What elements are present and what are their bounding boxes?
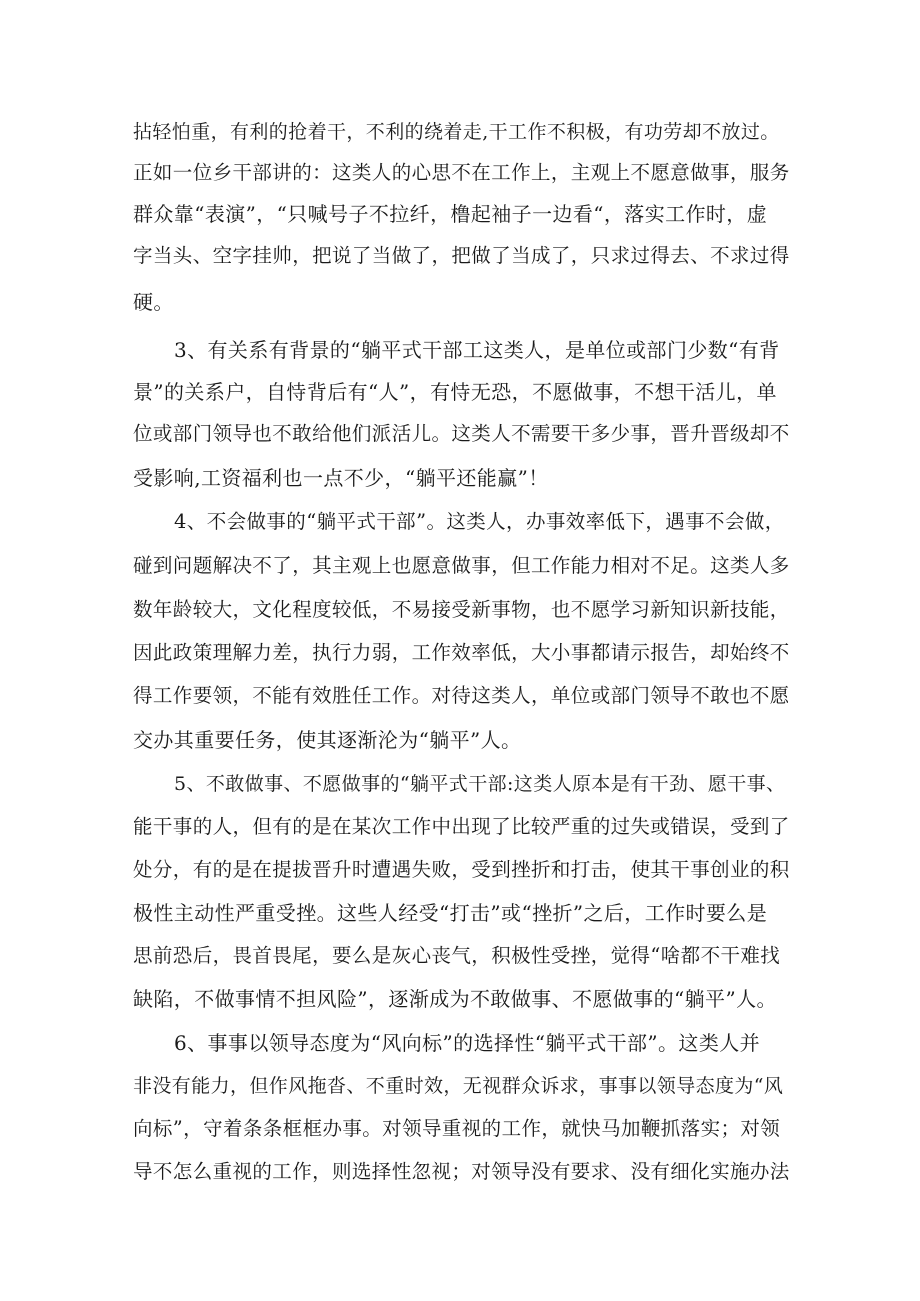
paragraph-first-line: 5、不敢做事、不愿做事的“躺平式干部:这类人原本是有干劲、愿干事、 xyxy=(174,773,786,795)
text-line: 得工作要领，不能有效胜任工作。对待这类人，单位或部门领导不敢也不愿 xyxy=(133,684,790,707)
text-line: 拈轻怕重，有利的抢着干，不利的绕着走,干工作不积极，有功劳却不放过。 xyxy=(133,121,780,143)
text-line: 非没有能力，但作风拖沓、不重时效，无视群众诉求，事事以领导态度为“风 xyxy=(133,1075,784,1097)
text-line: 正如一位乡干部讲的：这类人的心思不在工作上，主观上不愿意做事，服务 xyxy=(133,161,790,184)
text-line: 交办其重要任务，使其逐渐沦为“躺平”人。 xyxy=(133,728,522,752)
text-line: 受影响,工资福利也一点不少，“躺平还能赢”！ xyxy=(133,466,549,490)
text-line: 向标”，守着条条框框办事。对领导重视的工作，就快马加鞭抓落实；对领 xyxy=(133,1117,781,1140)
paragraph-first-line: 4、不会做事的“躺平式干部”。这类人，办事效率低下，遇事不会做， xyxy=(174,510,785,533)
text-line: 能干事的人，但有的是在某次工作中出现了比较严重的过失或错误，受到了 xyxy=(133,815,790,838)
text-line: 群众靠“表演”，“只喊号子不拉纤，橹起袖子一边看“，落实工作时，虚 xyxy=(133,202,768,226)
paragraph-first-line: 3、有关系有背景的“躺平式干部工这类人，是单位或部门少数“有背 xyxy=(174,338,780,362)
text-line: 字当头、空字挂帅，把说了当做了，把做了当成了，只求过得去、不求过得 xyxy=(133,244,790,267)
paragraph-first-line: 6、事事以领导态度为“风向标”的选择性“躺平式干部”。这类人并 xyxy=(174,1031,761,1055)
text-line: 硬。 xyxy=(133,290,174,314)
text-line: 思前恐后，畏首畏尾，要么是灰心丧气，积极性受挫，觉得“啥都不干难找 xyxy=(133,944,781,967)
text-line: 导不怎么重视的工作，则选择性忽视；对领导没有要求、没有细化实施办法 xyxy=(133,1160,790,1183)
text-line: 处分，有的是在提拔晋升时遭遇失败，受到挫折和打击，使其干事创业的积 xyxy=(133,858,790,881)
text-line: 碰到问题解决不了，其主观上也愿意做事，但工作能力相对不足。这类人多 xyxy=(133,554,790,577)
text-line: 极性主动性严重受挫。这些人经受“打击”或“挫折”之后，工作时要么是 xyxy=(133,901,768,925)
text-line: 位或部门领导也不敢给他们派活儿。这类人不需要干多少事，晋升晋级却不 xyxy=(133,422,790,445)
text-line: 缺陷，不做事情不担风险”，逐渐成为不敢做事、不愿做事的“躺平”人。 xyxy=(133,987,777,1011)
text-line: 数年龄较大，文化程度较低，不易接受新事物，也不愿学习新知识新技能， xyxy=(133,598,790,621)
text-line: 景”的关系户，自恃背后有“人”，有恃无恐，不愿做事，不想干活儿，单 xyxy=(133,380,777,404)
text-line: 因此政策理解力差，执行力弱，工作效率低，大小事都请示报告，却始终不 xyxy=(133,641,790,664)
